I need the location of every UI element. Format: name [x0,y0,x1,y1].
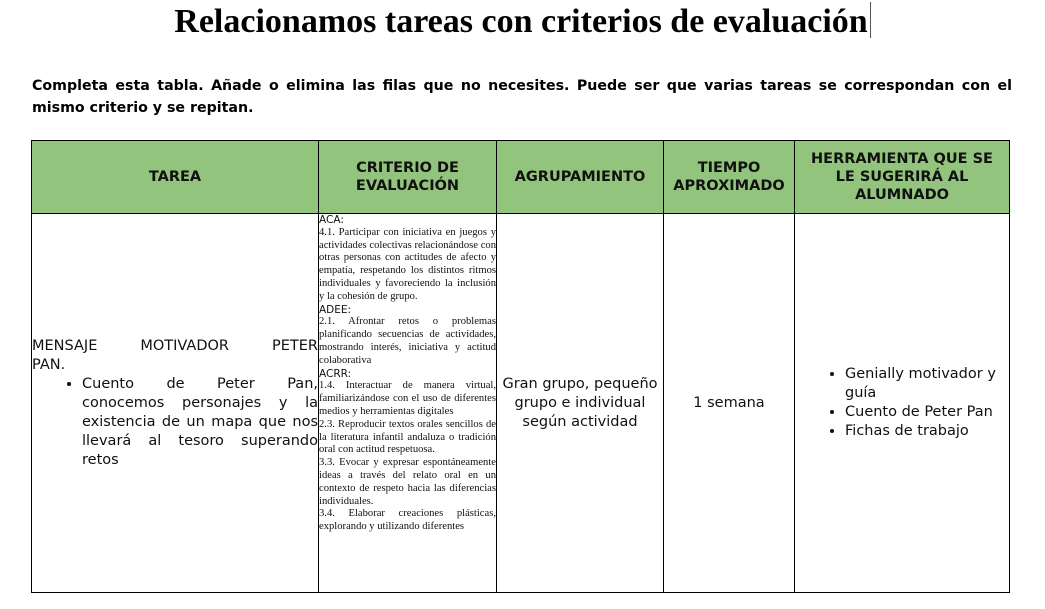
cell-agrupamiento: Gran grupo, pequeño grupo e individual según actividad [497,214,664,593]
criterio-2-1: 2.1. Afrontar retos o problemas planificando secuencias de actividades, mostrando interés, iniciativa y actitud colaborativa [319,316,496,366]
header-criterio: CRITERIO DE EVALUACIÓN [319,141,497,214]
text-cursor [870,2,871,38]
table-header-row [32,141,1010,214]
criterio-2-3: 2.3. Reproducir textos orales sencillos de la literatura infantil andaluza o tradición oral con actitud respetuosa. [319,418,496,456]
tarea-title-line1: MENSAJE MOTIVADOR PETER [32,337,318,354]
list-item: • Genially motivador y guía [845,365,1009,403]
cell-herramientas [795,214,1010,593]
tarea-title-line2: PAN. [32,356,66,373]
header-tarea: TAREA [32,141,319,214]
tasks-criteria-table [31,140,1010,593]
criterio-4-1: 4.1. Participar con iniciativa en juegos y actividades colectivas relacionándose con otras personas con actitudes de afecto y empatía, respetando los distintos ritmos individuales y favoreciendo la inclusión y la cohesión de grupo. [319,226,496,302]
herramientas-list [795,365,1009,441]
list-item: • Fichas de trabajo [845,422,1009,441]
document-title: Relacionamos tareas con criterios de evaluación [0,2,1045,42]
list-item: • Cuento de Peter Pan [845,403,1009,422]
criterio-3-3: 3.3. Evocar y expresar espontáneamente ideas a través del relato oral en un contexto de respeto hacia las diferencias individuales. [319,457,496,507]
tarea-bullet-list [32,375,318,470]
header-tiempo: TIEMPO APROXIMADO [664,141,795,214]
list-item: • Cuento de Peter Pan, conocemos personajes y la existencia de un mapa que nos llevará al tesoro superando retos [82,375,318,470]
header-agrupamiento: AGRUPAMIENTO [497,141,664,214]
criterio-3-4: 3.4. Elaborar creaciones plásticas, explorando y utilizando diferentes [319,508,496,533]
criterio-label-aca: ACA: [319,214,344,226]
cell-criterio [319,214,497,593]
criterio-1-4: 1.4. Interactuar de manera virtual, familiarizándose con el uso de diferentes medios y herramientas digitales [319,380,496,417]
criterio-label-adee: ADEE: [319,303,352,316]
instructions-text: Completa esta tabla. Añade o elimina las filas que no necesites. Puede ser que varias tareas se correspondan con el mismo criterio y se repitan. [32,78,1012,116]
table-row [32,214,1010,593]
header-herramienta: HERRAMIENTA QUE SE LE SUGERIRÁ AL ALUMNADO [795,141,1010,214]
criterio-label-acrr: ACRR: [319,367,352,380]
criterio-content [319,214,496,582]
cell-tarea [32,214,319,593]
cell-tiempo: 1 semana [664,214,795,593]
